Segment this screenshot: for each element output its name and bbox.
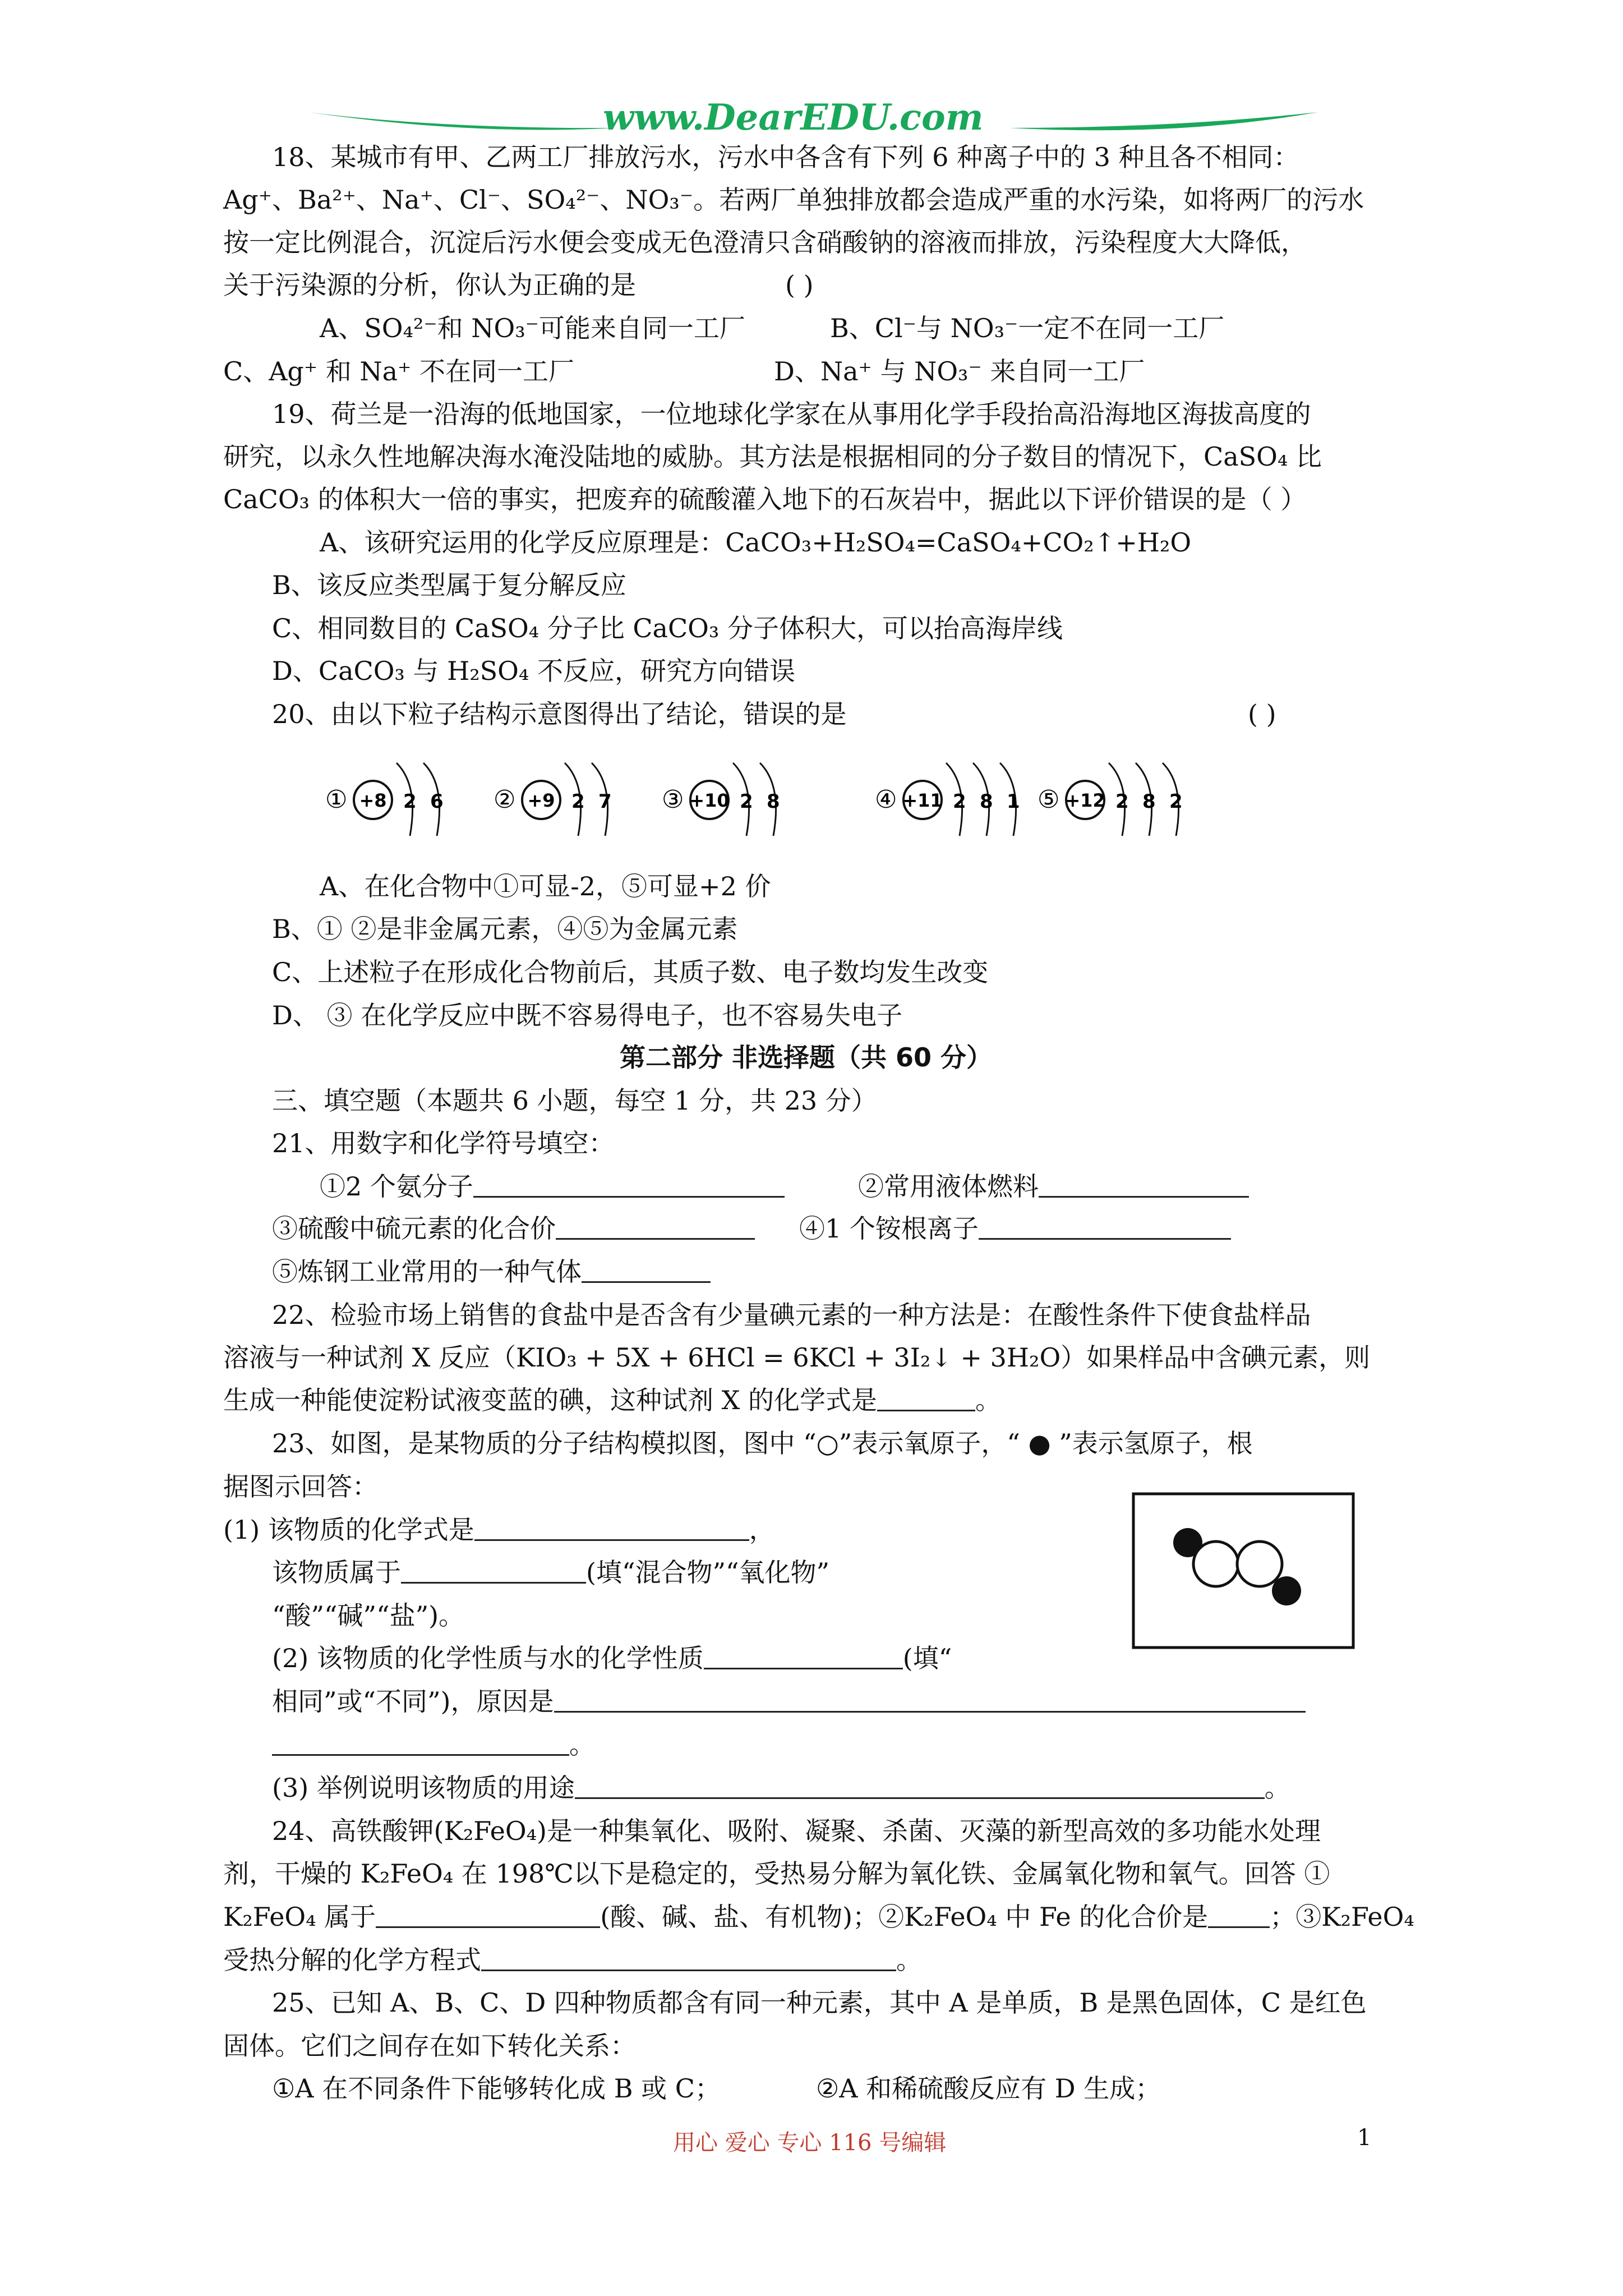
electron-count: 2 — [571, 790, 585, 813]
q21-blank-a[interactable] — [473, 1174, 785, 1198]
q21-item-a-label: ①2 个氨分子 — [320, 1171, 473, 1202]
q21-item-c-label: ③硫酸中硫元素的化合价 — [272, 1213, 556, 1244]
q23-sub2-text: (2) 该物质的化学性质与水的化学性质 — [272, 1643, 704, 1673]
particle-diagram-4 — [875, 763, 1020, 836]
q23-sub2-line2 — [272, 1685, 1306, 1718]
q22-line-3-end: 。 — [975, 1385, 1001, 1415]
q18-option-d: D、Na⁺ 与 NO₃⁻ 来自同一工厂 — [774, 356, 1145, 386]
q23-sub1-line3: “酸”“碱”“盐”)。 — [272, 1600, 465, 1631]
q19-option-d: D、CaCO₃ 与 H₂SO₄ 不反应，研究方向错误 — [272, 656, 795, 686]
q20-line-1: 20、由以下粒子结构示意图得出了结论，错误的是 — [272, 699, 847, 729]
q24-line-3-end: ；③K₂FeO₄ — [1270, 1902, 1414, 1932]
q23-blank-reason-cont[interactable] — [272, 1732, 569, 1756]
q23-sub3-end: 。 — [1264, 1773, 1290, 1803]
q18-option-b: B、Cl⁻与 NO₃⁻一定不在同一工厂 — [830, 313, 1225, 343]
q23-sub1-text: (1) 该物质的化学式是 — [223, 1515, 474, 1545]
q23-blank-same[interactable] — [704, 1645, 903, 1669]
q21-blank-e[interactable] — [582, 1259, 711, 1283]
q23-sub2-end: 。 — [569, 1729, 595, 1760]
q23-blank-use[interactable] — [575, 1775, 1265, 1799]
q23-blank-formula[interactable] — [474, 1517, 749, 1541]
particle-diagram-1 — [325, 763, 444, 836]
electron-count: 8 — [1142, 790, 1156, 813]
q23-sub1-class-text: 该物质属于 — [272, 1557, 401, 1588]
q24-line-3-mid: (酸、碱、盐、有机物)；②K₂FeO₄ 中 Fe 的化合价是 — [600, 1902, 1209, 1932]
header-swoosh-right — [1009, 112, 1318, 130]
q21-item-b — [858, 1170, 1249, 1203]
q18-line-2: Ag⁺、Ba²⁺、Na⁺、Cl⁻、SO₄²⁻、NO₃⁻。若两厂单独排放都会造成严重的水污染，如将两厂的污水 — [223, 185, 1364, 215]
q23-sub3-line — [272, 1771, 1290, 1805]
q21-item-a — [320, 1170, 785, 1203]
q23-line-2: 据图示回答： — [223, 1471, 378, 1502]
q23-sub2-line3 — [272, 1728, 595, 1761]
q18-line-4: 关于污染源的分析，你认为正确的是 — [223, 270, 636, 300]
q22-line-1: 22、检验市场上销售的食盐中是否含有少量碘元素的一种方法是：在酸性条件下使食盐样品 — [272, 1300, 1311, 1330]
particle-label: ④ — [875, 785, 897, 814]
q19-line-1: 19、荷兰是一沿海的低地国家，一位地球化学家在从事用化学手段抬高沿海地区海拔高度的 — [272, 399, 1311, 429]
q25-line-1: 25、已知 A、B、C、D 四种物质都含有同一种元素，其中 A 是单质，B 是黑色固体，C 是红色 — [272, 1987, 1367, 2018]
q23-blank-class[interactable] — [401, 1559, 586, 1584]
q19-line-3: CaCO₃ 的体积大一倍的事实，把废弃的硫酸灌入地下的石灰岩中，据此以下评价错误的是（ ） — [223, 484, 1307, 514]
q21-item-d — [799, 1212, 1231, 1245]
part2-title: 第二部分 非选择题（共 60 分） — [620, 1042, 993, 1073]
q21-blank-b[interactable] — [1039, 1174, 1249, 1198]
q24-line-3-text: K₂FeO₄ 属于 — [223, 1902, 376, 1932]
q22-line-2: 溶液与一种试剂 X 反应（KIO₃ + 5X + 6HCl = 6KCl + 3I₂↓ + 3H₂O）如果样品中含碘元素，则 — [223, 1342, 1371, 1373]
particle-label: ③ — [662, 785, 684, 814]
q20-option-d: D、 ③ 在化学反应中既不容易得电子，也不容易失电子 — [272, 1000, 903, 1030]
hydrogen-atom-2 — [1272, 1576, 1301, 1605]
q24-blank-class[interactable] — [376, 1904, 600, 1928]
q18-answer-paren: ( ) — [785, 270, 814, 300]
q24-line-4 — [223, 1943, 922, 1977]
electron-count: 2 — [953, 790, 966, 813]
q24-blank-equation[interactable] — [481, 1947, 896, 1971]
q21-blank-c[interactable] — [556, 1216, 755, 1240]
q24-line-4-text: 受热分解的化学方程式 — [223, 1945, 481, 1975]
oxygen-atom-1 — [1193, 1542, 1238, 1586]
particle-nucleus-charge: +9 — [527, 790, 555, 811]
q21-line-1: 21、用数字和化学符号填空： — [272, 1128, 615, 1158]
particle-nucleus-charge: +10 — [689, 790, 730, 811]
q23-sub1-hint: (填“混合物”“氧化物” — [586, 1557, 830, 1588]
particle-label: ② — [494, 785, 516, 814]
q20-option-a: A、在化合物中①可显-2，⑤可显+2 价 — [320, 871, 771, 901]
oxygen-atom-2 — [1237, 1542, 1282, 1586]
q23-sub1-comma: ， — [749, 1515, 775, 1545]
q24-line-3 — [223, 1900, 1414, 1934]
q25-line-3a: ①A 在不同条件下能够转化成 B 或 C； — [272, 2073, 721, 2104]
q21-item-b-label: ②常用液体燃料 — [858, 1171, 1039, 1202]
particle-diagram-5 — [1038, 763, 1183, 836]
q19-option-a: A、该研究运用的化学反应原理是：CaCO₃+H₂SO₄=CaSO₄+CO₂↑+H₂O — [320, 527, 1192, 558]
q24-line-2: 剂，干燥的 K₂FeO₄ 在 198℃以下是稳定的，受热易分解为氧化铁、金属氧化物和氧气。回答 ① — [223, 1858, 1330, 1889]
q23-sub1-line1 — [223, 1513, 775, 1547]
q23-sub3-text: (3) 举例说明该物质的用途 — [272, 1773, 575, 1803]
q25-line-3b: ②A 和稀硫酸反应有 D 生成； — [816, 2073, 1161, 2104]
q22-line-3-text: 生成一种能使淀粉试液变蓝的碘，这种试剂 X 的化学式是 — [223, 1385, 877, 1415]
q25-line-2: 固体。它们之间存在如下转化关系： — [223, 2031, 636, 2061]
section3-title: 三、填空题（本题共 6 小题，每空 1 分，共 23 分） — [272, 1085, 877, 1116]
molecule-figure — [1132, 1492, 1355, 1649]
q21-item-e-label: ⑤炼钢工业常用的一种气体 — [272, 1257, 582, 1287]
electron-count: 6 — [430, 790, 444, 813]
q18-option-c: C、Ag⁺ 和 Na⁺ 不在同一工厂 — [223, 356, 574, 386]
q20-option-c: C、上述粒子在形成化合物前后，其质子数、电子数均发生改变 — [272, 957, 989, 987]
q23-line-1: 23、如图，是某物质的分子结构模拟图，图中 “○”表示氧原子，“ ● ”表示氢原子，根 — [272, 1428, 1253, 1458]
electron-count: 7 — [598, 790, 612, 813]
q22-blank[interactable] — [877, 1387, 975, 1411]
electron-count: 2 — [740, 790, 753, 813]
q19-option-c: C、相同数目的 CaSO₄ 分子比 CaCO₃ 分子体积大，可以抬高海岸线 — [272, 613, 1063, 643]
electron-count: 2 — [403, 790, 417, 813]
q24-blank-valence[interactable] — [1208, 1904, 1270, 1928]
particle-diagram-2 — [494, 763, 612, 836]
particle-diagram-3 — [662, 763, 780, 836]
header-logo: www.DearEDU.com — [603, 96, 984, 139]
q18-line-1: 18、某城市有甲、乙两工厂排放污水，污水中各含有下列 6 种离子中的 3 种且各不相同： — [272, 142, 1299, 172]
particle-label: ⑤ — [1038, 785, 1060, 814]
q23-sub2-reason-text: 相同”或“不同”)，原因是 — [272, 1686, 554, 1717]
footer-text: 用心 爱心 专心 116 号编辑 — [673, 2130, 947, 2156]
q18-option-a: A、SO₄²⁻和 NO₃⁻可能来自同一工厂 — [320, 313, 745, 343]
q21-item-d-label: ④1 个铵根离子 — [799, 1213, 979, 1244]
page-number: 1 — [1357, 2125, 1372, 2151]
q19-line-2: 研究，以永久性地解决海水淹没陆地的威胁。其方法是根据相同的分子数目的情况下，CaSO₄ 比 — [223, 441, 1322, 472]
particle-nucleus-charge: +11 — [902, 790, 943, 811]
q24-line-4-end: 。 — [896, 1945, 922, 1975]
particle-nucleus-charge: +8 — [359, 790, 387, 811]
electron-count: 2 — [1115, 790, 1129, 813]
electron-count: 8 — [980, 790, 993, 813]
q23-sub2-line1 — [272, 1641, 952, 1675]
q24-line-1: 24、高铁酸钾(K₂FeO₄)是一种集氧化、吸附、凝聚、杀菌、灭藻的新型高效的多功能水处理 — [272, 1816, 1321, 1846]
particle-nucleus-charge: +12 — [1065, 790, 1105, 811]
q23-sub1-line2 — [272, 1556, 829, 1589]
q21-item-c — [272, 1212, 755, 1245]
q23-blank-reason[interactable] — [554, 1688, 1306, 1713]
q20-answer-paren: ( ) — [1248, 699, 1276, 729]
electron-count: 8 — [767, 790, 780, 813]
q22-line-3 — [223, 1383, 1001, 1417]
electron-count: 1 — [1007, 790, 1020, 813]
electron-count: 2 — [1169, 790, 1183, 813]
q23-sub2-hint: (填“ — [902, 1643, 952, 1673]
q20-option-b: B、① ②是非金属元素，④⑤为金属元素 — [272, 914, 738, 944]
q18-line-3: 按一定比例混合，沉淀后污水便会变成无色澄清只含硝酸钠的溶液而排放，污染程度大大降低， — [223, 227, 1307, 257]
particle-diagrams — [325, 746, 1223, 869]
q21-blank-d[interactable] — [979, 1216, 1231, 1240]
particle-label: ① — [325, 785, 348, 814]
q19-option-b: B、该反应类型属于复分解反应 — [272, 570, 626, 600]
q21-item-e — [272, 1255, 711, 1289]
header-swoosh-left — [308, 112, 617, 130]
